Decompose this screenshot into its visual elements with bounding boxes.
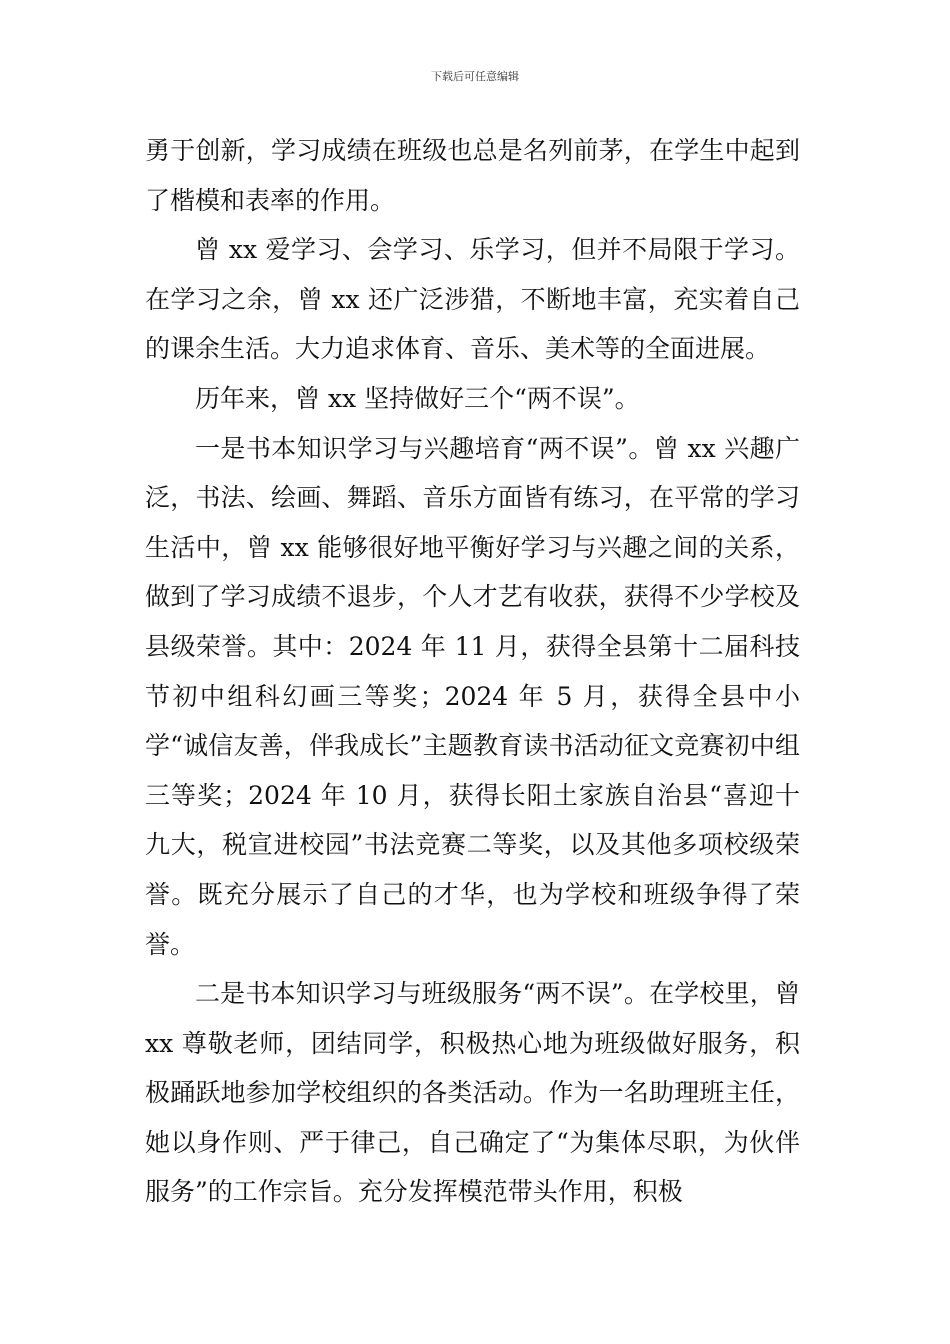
paragraph: 历年来，曾 xx 坚持做好三个“两不误”。 [195, 383, 640, 413]
paragraph: 勇于创新，学习成绩在班级也总是名列前茅，在学生中起到了楷模和表率的作用。 [145, 136, 800, 215]
page-header: 下载后可任意编辑 [431, 70, 519, 83]
document-body [145, 126, 800, 1217]
paragraph: 曾 xx 爱学习、会学习、乐学习，但并不局限于学习。在学习之余，曾 xx 还广泛涉猎，不断地丰富，充实着自己的课余生活。大力追求体育、音乐、美术等的全面进展。 [145, 235, 800, 364]
paragraph: 一是书本知识学习与兴趣培育“两不误”。曾 xx 兴趣广泛，书法、绘画、舞蹈、音乐方面皆有练习，在平常的学习生活中，曾 xx 能够很好地平衡好学习与兴趣之间的关系，做到了学习成绩不退步，个人才艺有收获，获得不少学校及县级荣誉。其中：2024 年 11 月，获得全县第十二届科技节初中组科幻画三等奖；2024 年 5 月，获得全县中小学“诚信友善，伴我成长”主题教育读书活动征文竞赛初中组三等奖；2024 年 10 月，获得长阳土家族自治县“喜迎十九大，税宣进校园”书法竞赛二等奖，以及其他多项校级荣誉。既充分展示了自己的才华，也为学校和班级争得了荣誉。 [145, 433, 800, 959]
paragraph: 二是书本知识学习与班级服务“两不误”。在学校里，曾 xx 尊敬老师，团结同学，积极热心地为班级做好服务，积极踊跃地参加学校组织的各类活动。作为一名助理班主任，她以身作则、严于律己，自己确定了“为集体尽职，为伙伴服务”的工作宗旨。充分发挥模范带头作用，积极 [145, 979, 800, 1207]
